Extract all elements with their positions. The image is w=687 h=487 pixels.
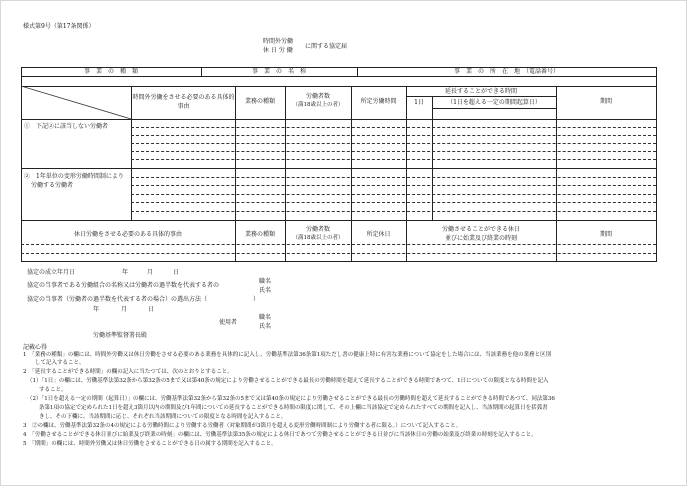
business-location-header: 事 業 の 所 在 地 （電話番号） xyxy=(453,68,559,75)
form-number: 様式第9号（第17条関係） xyxy=(23,23,95,30)
holiday-worker-count-header: 労働者数 xyxy=(305,226,330,233)
extendable-hours-header: 延長することができる時間 xyxy=(444,88,517,95)
business-kind-header: 業務の種類 xyxy=(244,98,275,105)
party1-position: 職名 xyxy=(259,278,272,285)
holiday-worker-count-subheader: （満18歳以上の者） xyxy=(292,235,344,241)
note-line: 条第1項の協定で定められた1日を超え3箇月以内の期間及び1年間についての延長することができる時間の限度に関して、その上欄に当該協定で定められたすべての期間を記入し、当該期間の起算日を括弧書 xyxy=(39,405,548,411)
business-type-header: 事 業 の 種 類 xyxy=(83,68,138,75)
party2-label: 協定の当事者（労働者の過半数を代表する者の場合）の選出方法（ xyxy=(27,296,208,303)
title-suffix: に関する協定届 xyxy=(305,43,348,50)
section2-label-line1: ② 1年単位の変形労働時間制により xyxy=(24,173,124,180)
holiday-business-kind-header: 業務の種類 xyxy=(244,231,275,238)
prescribed-hours-header: 所定労働時間 xyxy=(360,98,397,105)
note-line: 2 「延長することができる時間」の欄の記入に当たつては、次のとおりとすること。 xyxy=(23,369,233,375)
employer-label: 使用者 xyxy=(219,319,238,326)
signing-day: 日 xyxy=(148,306,155,313)
signing-month: 月 xyxy=(121,306,128,313)
note-line: （1）「1日」の欄には、労働基準法第32条から第32条の5まで又は第40条の規定により労働させることができる最長の労働時間を超えて延長することができる時間であつて、1日についての限度となる時間を記入 xyxy=(27,378,549,384)
note-line: きし、その下欄に、当該期間に応じ、それぞれ当該期間についての限度となる時間を記入すること。 xyxy=(39,414,287,420)
period-start-header: （1日を超える一定の期間起算日） xyxy=(447,99,541,106)
holiday-work-header-line1: 労働させることができる休日 xyxy=(441,226,520,233)
worker-count-header: 労働者数 xyxy=(305,93,330,100)
agreement-date-label: 協定の成立年月日 xyxy=(27,269,76,276)
title-overtime: 時間外労働 xyxy=(263,38,294,45)
holiday-period-header: 期間 xyxy=(599,231,612,238)
employer-name: 氏名 xyxy=(259,323,272,330)
title-holiday: 休 日 労 働 xyxy=(263,47,293,54)
party1-name: 氏名 xyxy=(259,287,272,294)
one-day-header: 1日 xyxy=(414,99,424,106)
party1-label: 協定の当事者である労働組合の名称又は労働者の過半数を代表する者の xyxy=(27,282,220,289)
agreement-day: 日 xyxy=(173,269,180,276)
note-line: （2）「1日を超える一定の期間（起算日）」の欄には、労働基準法第32条から第32条の5まで又は第40条の規定により労働させることができる最長の労働時間を超えて延長することができる時間であつて、同法第36 xyxy=(27,396,555,402)
period-header: 期間 xyxy=(599,98,612,105)
signing-year: 年 xyxy=(93,306,100,313)
holiday-reason-header: 休日労働をさせる必要のある具体的事由 xyxy=(73,231,182,238)
notes-heading: 記載心得 xyxy=(23,344,48,351)
section1-label: ① 下記②に該当しない労働者 xyxy=(24,123,109,130)
overtime-reason-header: 時間外労働をさせる必要のある具体的事由 xyxy=(132,94,235,110)
business-name-header: 事 業 の 名 称 xyxy=(251,68,306,75)
party2-close-paren: ） xyxy=(253,296,260,303)
agreement-month: 月 xyxy=(147,269,154,276)
labor-office-addressee: 労働基準監督署長殿 xyxy=(93,332,148,339)
note-line: すること。 xyxy=(39,387,67,393)
note-line: 4 「労働させることができる休日並びに始業及び終業の時刻」の欄には、労働基準法第35条の規定による休日であつて労働させることができる日並びに当該休日の労働の始業及び終業の時刻を記入すること。 xyxy=(23,432,537,438)
note-line: 5 「期間」の欄には、時間外労働又は休日労働をさせることができる日の属する期間を記入すること。 xyxy=(23,441,277,447)
section2-label-line2: 労働する労働者 xyxy=(31,182,74,189)
worker-count-subheader: （満18歳以上の者） xyxy=(292,102,344,108)
note-line: して記入すること。 xyxy=(35,360,85,366)
note-line: 1 「業務の種類」の欄には、時間外労働又は休日労働をさせる必要のある業務を具体的に記入し、労働基準法第36条第1項ただし書の健康上特に有害な業務について協定をした場合には、当該業務を他の業務と区別 xyxy=(23,352,552,358)
note-line: 3 ②の欄は、労働基準法第32条の4の規定による労働時間により労働する労働者（対象期間が3箇月を超える変形労働時間制により労働する者に限る。）について記入すること。 xyxy=(23,423,462,429)
employer-position: 職名 xyxy=(259,314,272,321)
agreement-year: 年 xyxy=(122,269,129,276)
prescribed-holiday-header: 所定休日 xyxy=(366,231,391,238)
holiday-work-header-line2: 並びに始業及び終業の時刻 xyxy=(444,235,517,242)
